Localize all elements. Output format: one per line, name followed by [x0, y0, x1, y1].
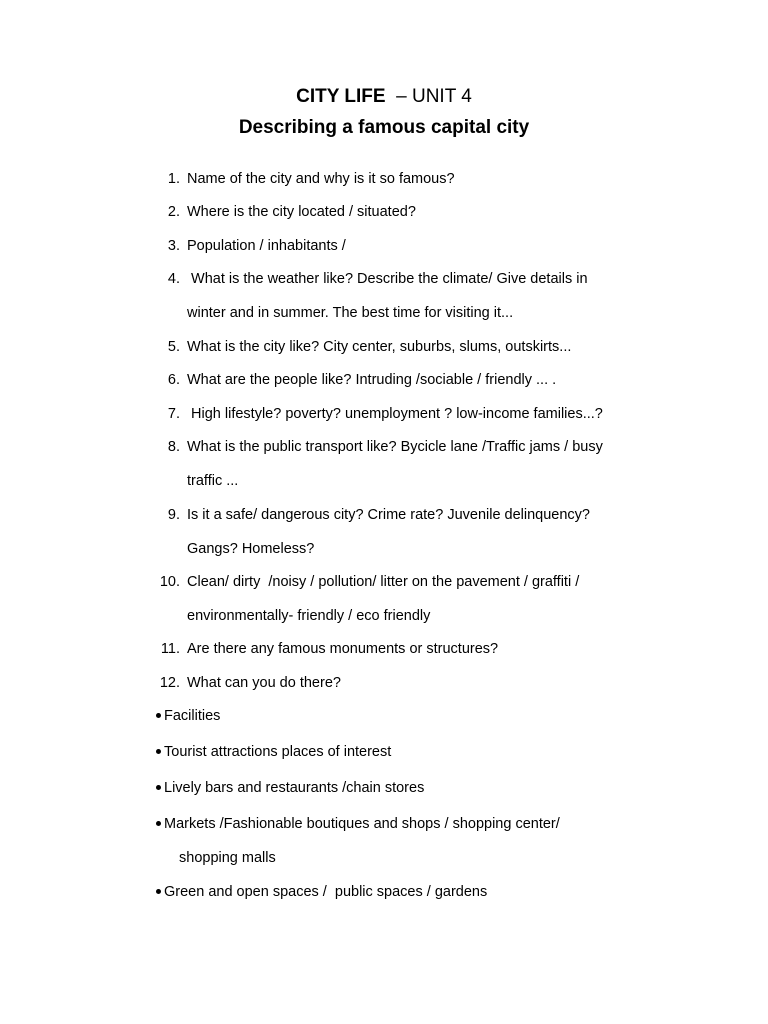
question-number: 4.: [167, 271, 180, 287]
question-number: 5.: [167, 339, 180, 355]
question-number: 1.: [167, 171, 180, 187]
question-number: 10.: [159, 574, 180, 590]
bullet-dot-icon: [156, 889, 161, 894]
bullet-dot-icon: [156, 749, 161, 754]
question-number: 9.: [167, 507, 180, 523]
question-text: Are there any famous monuments or structures?: [187, 641, 499, 657]
bullet-dot-icon: [156, 821, 161, 826]
question-text: What is the public transport like? Bycicle lane /Traffic jams / busy: [187, 439, 603, 455]
question-text: Gangs? Homeless?: [187, 541, 315, 557]
bullet-item: [156, 883, 487, 901]
question-text: winter and in summer. The best time for visiting it...: [187, 305, 514, 321]
bullet-text-continued: shopping malls: [179, 850, 276, 866]
question-text: Where is the city located / situated?: [187, 204, 416, 220]
question-text: Name of the city and why is it so famous?: [187, 171, 455, 187]
question-text: What can you do there?: [187, 675, 341, 691]
bullet-text: Markets /Fashionable boutiques and shops / shopping center/: [164, 816, 560, 832]
bullet-item: [156, 707, 220, 725]
bullet-dot-icon: [156, 785, 161, 790]
question-text: High lifestyle? poverty? unemployment ? low-income families...?: [187, 406, 603, 422]
question-number: 8.: [167, 439, 180, 455]
bullet-item: [156, 815, 560, 833]
question-text: What are the people like? Intruding /sociable / friendly ... .: [187, 372, 557, 388]
bullet-item: [156, 779, 424, 797]
bullet-text: Lively bars and restaurants /chain stores: [164, 780, 425, 796]
bullet-text: Green and open spaces / public spaces / gardens: [164, 884, 488, 900]
question-text: Clean/ dirty /noisy / pollution/ litter on the pavement / graffiti /: [187, 574, 580, 590]
question-number: 2.: [167, 204, 180, 220]
bullet-item: [156, 743, 391, 761]
question-number: 3.: [167, 238, 180, 254]
question-text: environmentally- friendly / eco friendly: [187, 608, 431, 624]
page-subtitle: Describing a famous capital city: [238, 117, 530, 138]
title-bold: CITY LIFE: [296, 86, 386, 107]
question-number: 11.: [160, 641, 180, 657]
question-number: 12.: [159, 675, 180, 691]
bullet-dot-icon: [156, 713, 161, 718]
question-text: Is it a safe/ dangerous city? Crime rate? Juvenile delinquency?: [187, 507, 590, 523]
question-text: What is the weather like? Describe the climate/ Give details in: [187, 271, 588, 287]
question-number: 6.: [167, 372, 180, 388]
bullet-text: Facilities: [164, 708, 221, 724]
bullet-text: Tourist attractions places of interest: [164, 744, 392, 760]
title-unit: – UNIT 4: [396, 86, 472, 107]
question-text: Population / inhabitants /: [187, 238, 346, 254]
question-number: 7.: [167, 406, 180, 422]
page-title: [0, 86, 768, 108]
question-text: traffic ...: [187, 473, 239, 489]
question-text: What is the city like? City center, suburbs, slums, outskirts...: [187, 339, 572, 355]
